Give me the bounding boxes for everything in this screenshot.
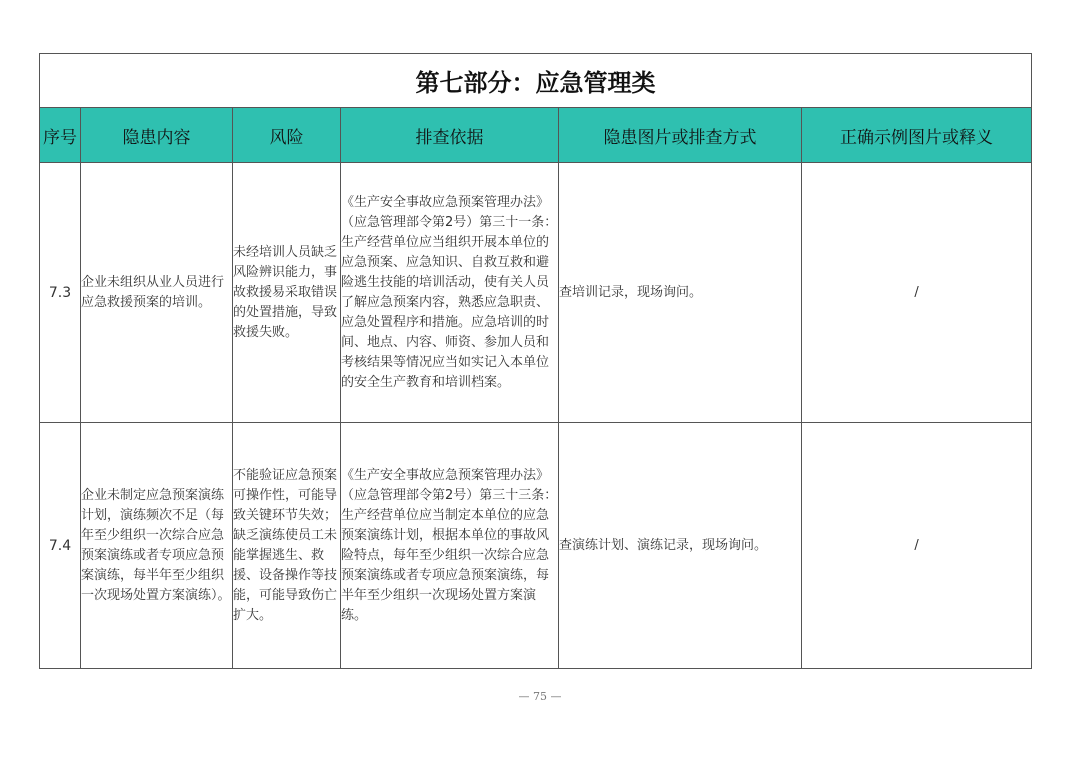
row-content: 企业未组织从业人员进行应急救援预案的培训。	[81, 163, 233, 423]
row-method: 查演练计划、演练记录，现场询问。	[559, 423, 802, 669]
row-example: /	[802, 423, 1032, 669]
row-seq: 7.3	[40, 163, 81, 423]
hazard-table	[39, 53, 1032, 669]
row-risk: 未经培训人员缺乏风险辨识能力，事故救援易采取错误的处置措施，导致救援失败。	[233, 163, 341, 423]
row-basis: 《生产安全事故应急预案管理办法》（应急管理部令第2号）第三十三条：生产经营单位应当制定本单位的应急预案演练计划，根据本单位的事故风险特点，每年至少组织一次综合应急预案演练或者专项应急预案演练，每半年至少组织一次现场处置方案演练。	[341, 423, 559, 669]
row-seq: 7.4	[40, 423, 81, 669]
header-example: 正确示例图片或释义	[802, 108, 1032, 163]
page-number: — 75 —	[518, 690, 562, 703]
header-basis: 排查依据	[341, 108, 559, 163]
header-method: 隐患图片或排查方式	[559, 108, 802, 163]
header-content: 隐患内容	[81, 108, 233, 163]
section-title: 第七部分：应急管理类	[40, 54, 1032, 108]
table-row	[40, 163, 1032, 423]
row-basis: 《生产安全事故应急预案管理办法》（应急管理部令第2号）第三十一条：生产经营单位应当组织开展本单位的应急预案、应急知识、自救互救和避险逃生技能的培训活动，使有关人员了解应急预案内容，熟悉应急职责、应急处置程序和措施。应急培训的时间、地点、内容、师资、参加人员和考核结果等情况应当如实记入本单位的安全生产教育和培训档案。	[341, 163, 559, 423]
header-seq: 序号	[40, 108, 81, 163]
row-example: /	[802, 163, 1032, 423]
row-risk: 不能验证应急预案可操作性，可能导致关键环节失效；缺乏演练使员工未能掌握逃生、救援、设备操作等技能，可能导致伤亡扩大。	[233, 423, 341, 669]
row-method: 查培训记录，现场询问。	[559, 163, 802, 423]
table-row	[40, 423, 1032, 669]
header-risk: 风险	[233, 108, 341, 163]
row-content: 企业未制定应急预案演练计划，演练频次不足（每年至少组织一次综合应急预案演练或者专项应急预案演练，每半年至少组织一次现场处置方案演练）。	[81, 423, 233, 669]
